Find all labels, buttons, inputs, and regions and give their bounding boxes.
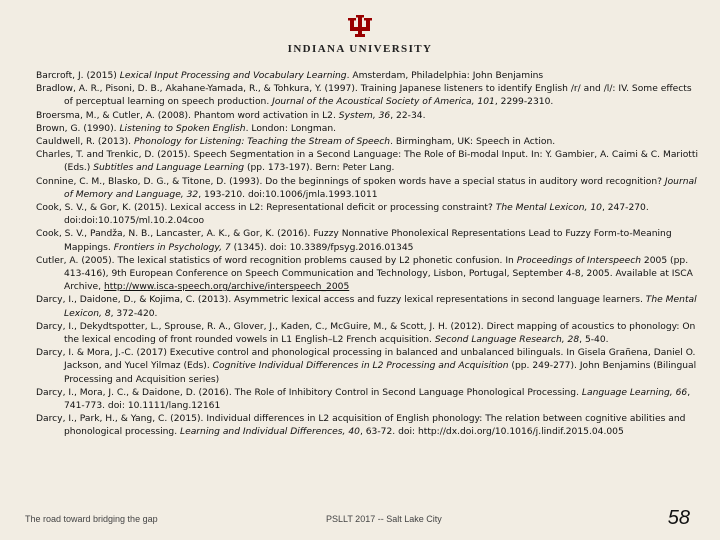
reference-text: Brown, G. (1990).	[36, 123, 120, 134]
reference-item	[36, 255, 702, 295]
reference-text: Broersma, M., & Cutler, A. (2008). Phantom word activation in L2.	[36, 110, 339, 121]
footer-conference: PSLLT 2017 -- Salt Lake City	[326, 514, 442, 524]
reference-text: Cauldwell, R. (2013).	[36, 137, 134, 148]
reference-item	[36, 123, 702, 136]
reference-text: (pp. 173-197). Bern: Peter Lang.	[244, 163, 395, 174]
reference-text: (1345). doi: 10.3389/fpsyg.2016.01345	[230, 242, 414, 253]
reference-title: The Mental Lexicon, 8	[64, 295, 697, 319]
reference-title: Proceedings of Interspeech	[516, 255, 642, 266]
reference-title: Learning and Individual Differences, 40	[180, 427, 360, 438]
reference-text: Cutler, A. (2005). The lexical statistics of word recognition problems caused by L2 phonetic confusion. In	[36, 255, 517, 266]
reference-item	[36, 176, 702, 202]
reference-item	[36, 83, 702, 109]
page-number: 58	[667, 507, 690, 529]
reference-title: The Mental Lexicon, 10	[495, 203, 602, 214]
reference-item	[36, 413, 702, 439]
reference-text: Darcy, I., Park, H., & Yang, C. (2015). Individual differences in L2 acquisition of English phonology: The relation between cognitive abilities and phonological processing.	[36, 414, 686, 438]
reference-text: , 63-72. doi: http://dx.doi.org/10.1016/j.lindif.2015.04.005	[359, 427, 624, 438]
reference-item	[36, 149, 702, 175]
reference-text: 2005 (pp. 413-416), 9th European Conference on Speech Communication and Technology, Lisbon, Portugal, September 4-8, 2005. Available at ISCA Archive,	[64, 255, 693, 293]
reference-item	[36, 347, 702, 387]
reference-item	[36, 70, 702, 83]
reference-title: Language Learning, 66	[581, 387, 688, 398]
reference-text: . Birmingham, UK: Speech in Action.	[390, 137, 556, 148]
reference-text: . London: Longman.	[245, 123, 337, 134]
reference-text: , 22-34.	[390, 110, 426, 121]
reference-text: Connine, C. M., Blasko, D. G., & Titone, D. (1993). Do the beginnings of spoken words have a special status in auditory word recognition?	[36, 176, 665, 187]
reference-text: . Amsterdam, Philadelphia: John Benjamins	[346, 71, 544, 81]
university-name: INDIANA UNIVERSITY	[287, 43, 433, 55]
reference-text: , 2299-2310.	[494, 97, 554, 108]
reference-text: , 193-210. doi:10.1006/jmla.1993.1011	[198, 189, 378, 200]
reference-item	[36, 294, 702, 320]
reference-text: Cook, S. V., Pandža, N. B., Lancaster, A. K., & Gor, K. (2016). Fuzzy Nonnative Phonolexical Representations Lead to Fuzzy Form-to-Meaning Mappings.	[36, 229, 672, 253]
reference-text: Darcy, I., Daidone, D., & Kojima, C. (2013). Asymmetric lexical access and fuzzy lexical representations in second language learners.	[36, 295, 646, 306]
reference-text: , 372-420.	[110, 308, 158, 319]
reference-item	[36, 321, 702, 347]
reference-list	[36, 70, 702, 440]
reference-title: System, 36	[338, 110, 391, 121]
reference-title: Journal of the Acoustical Society of America, 101	[272, 97, 495, 108]
reference-title: Second Language Research, 28	[434, 335, 580, 346]
reference-title: Cognitive Individual Differences in L2 Processing and Acquisition	[212, 361, 509, 372]
reference-text: Charles, T. and Trenkic, D. (2015). Speech Segmentation in a Second Language: The Role of Bi-modal Input. In: Y. Gambier, A. Caimi & C. Mariotti (Eds.)	[36, 150, 698, 174]
reference-title: Journal of Memory and Language, 32	[64, 176, 697, 200]
reference-text: Bradlow, A. R., Pisoni, D. B., Akahane-Yamada, R., & Tohkura, Y. (1997). Training Japanese listeners to identify English /r/ and /l/: IV. Some effects of perceptual learning on speech production.	[36, 84, 692, 108]
reference-title: Phonology for Listening: Teaching the Stream of Speech	[133, 137, 391, 148]
reference-text: Darcy, I., Dekydtspotter, L., Sprouse, R. A., Glover, J., Kaden, C., McGuire, M., & Scott, J. H. (2012). Direct mapping of acoustics to phonology: On the lexical encoding of front rounded vowels in L1 English–L2 French acquisition.	[36, 321, 696, 346]
reference-title: Frontiers in Psychology, 7	[113, 242, 231, 253]
reference-item	[36, 110, 702, 123]
reference-text: , 741-773. doi: 10.1111/lang.12161	[64, 387, 691, 412]
footer-title: The road toward bridging the gap	[25, 514, 158, 524]
reference-text: Barcroft, J. (2015)	[36, 71, 120, 81]
reference-item	[36, 387, 702, 413]
reference-text: Darcy, I., Mora, J. C., & Daidone, D. (2016). The Role of Inhibitory Control in Second Language Phonological Processing.	[36, 387, 582, 398]
slide-header	[0, 0, 720, 66]
reference-text: (pp. 249-277). John Benjamins (Bilingual Processing and Acquisition series)	[64, 361, 697, 385]
reference-text: , 5-40.	[579, 335, 609, 346]
reference-text: , 247-270. doi:doi:10.1075/ml.10.2.04coo	[64, 203, 649, 227]
reference-item	[36, 136, 702, 149]
reference-text: Darcy, I. & Mora, J.-C. (2017) Executive control and phonological processing in balanced and unbalanced bilinguals. In Gisela Grañena, Daniel O. Jackson, and Yucel Yilmaz (Eds).	[36, 348, 696, 372]
reference-title: Lexical Input Processing and Vocabulary Learning	[119, 71, 347, 81]
trident-logo-icon	[347, 13, 373, 39]
reference-item	[36, 202, 702, 228]
reference-item	[36, 228, 702, 254]
reference-title: Subtitles and Language Learning	[93, 163, 245, 174]
reference-title: Listening to Spoken English	[119, 123, 246, 134]
reference-link[interactable]: http://www.isca-speech.org/archive/interspeech_2005	[103, 282, 350, 293]
reference-text: Cook, S. V., & Gor, K. (2015). Lexical access in L2: Representational deficit or processing constraint?	[36, 203, 496, 214]
